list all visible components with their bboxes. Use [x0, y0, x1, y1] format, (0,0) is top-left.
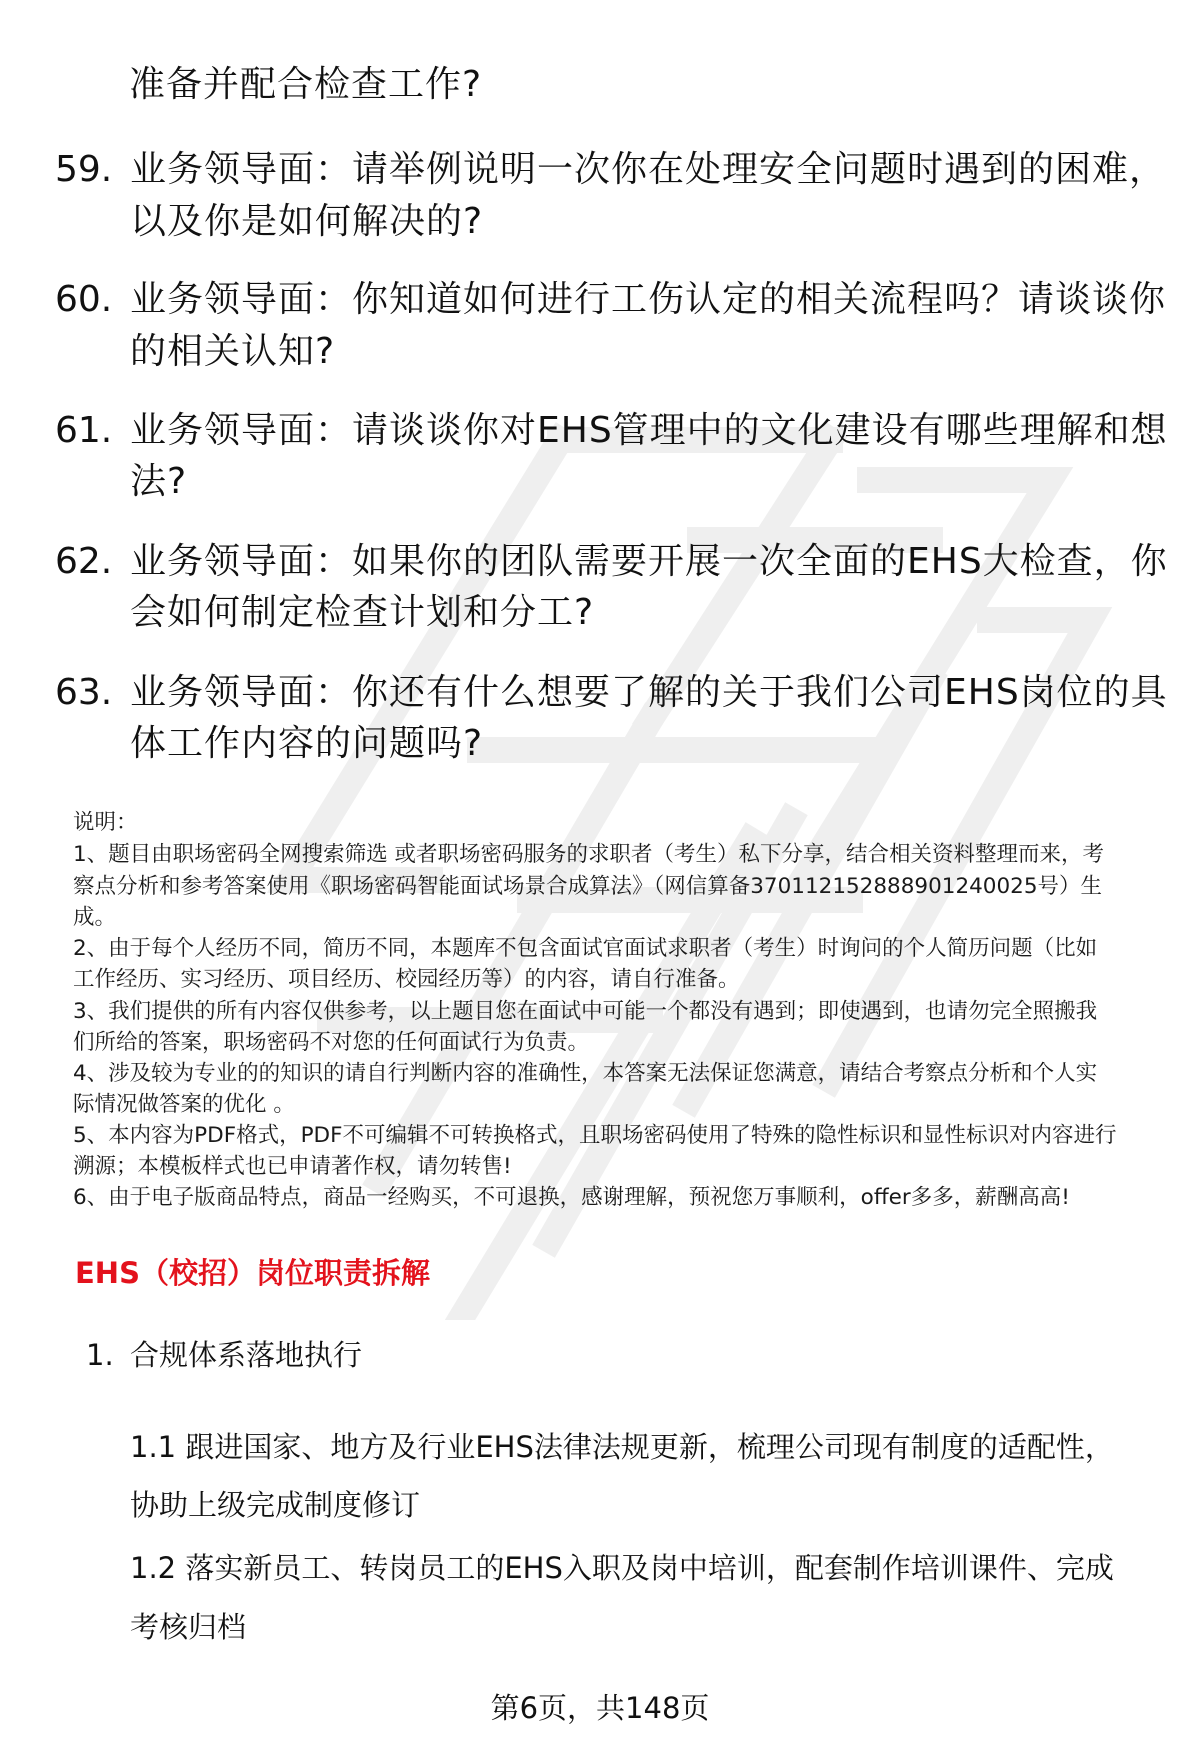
- duty-sub-item-line: 1.1 跟进国家、地方及行业EHS法律法规更新，梳理公司现有制度的适配性，: [130, 1430, 1114, 1464]
- note-line: 成。: [73, 905, 117, 930]
- note-line: 2、由于每个人经历不同，简历不同，本题库不包含面试官面试求职者（考生）时询问的个人简历问题（比如: [73, 936, 1098, 961]
- note-line: 6、由于电子版商品特点，商品一经购买，不可退换，感谢理解，预祝您万事顺利，offer多多，薪酬高高!: [73, 1185, 1070, 1210]
- note-line: 溯源；本模板样式也已申请著作权，请勿转售!: [73, 1154, 512, 1179]
- question-text-line: 业务领导面：你知道如何进行工伤认定的相关流程吗？请谈谈你: [130, 279, 1167, 320]
- question-number: 59.: [55, 149, 113, 190]
- duty-sub-item-line: 1.2 落实新员工、转岗员工的EHS入职及岗中培训，配套制作培训课件、完成: [130, 1551, 1114, 1585]
- question-text-line: 业务领导面：请举例说明一次你在处理安全问题时遇到的困难，: [130, 149, 1167, 190]
- note-line: 察点分析和参考答案使用《职场密码智能面试场景合成算法》（网信算备370112152888901240025号）生: [73, 874, 1103, 899]
- notes-title: 说明：: [73, 810, 138, 835]
- note-line: 际情况做答案的优化 。: [73, 1092, 295, 1117]
- question-number: 60.: [55, 279, 113, 320]
- question-text-line: 业务领导面：如果你的团队需要开展一次全面的EHS大检查，你: [130, 541, 1168, 582]
- duty-title: 合规体系落地执行: [130, 1338, 363, 1372]
- page-indicator: 第6页，共148页: [490, 1691, 710, 1725]
- question-text-line: 以及你是如何解决的?: [130, 201, 484, 242]
- duty-sub-item-line: 考核归档: [130, 1610, 247, 1644]
- duty-sub-item-line: 协助上级完成制度修订: [130, 1488, 421, 1522]
- question-text-line: 法?: [130, 461, 188, 502]
- note-line: 4、涉及较为专业的的知识的请自行判断内容的准确性，本答案无法保证您满意，请结合考察点分析和个人实: [73, 1061, 1098, 1086]
- question-number: 63.: [55, 672, 113, 713]
- duty-number: 1.: [86, 1338, 114, 1372]
- question-text-line: 会如何制定检查计划和分工?: [130, 592, 595, 633]
- note-line: 3、我们提供的所有内容仅供参考，以上题目您在面试中可能一个都没有遇到；即使遇到，也请勿完全照搬我: [73, 999, 1098, 1024]
- section-heading: EHS（校招）岗位职责拆解: [75, 1256, 430, 1290]
- question-continuation: 准备并配合检查工作?: [129, 64, 483, 105]
- question-text-line: 业务领导面：请谈谈你对EHS管理中的文化建设有哪些理解和想: [130, 410, 1168, 451]
- question-text-line: 的相关认知?: [130, 331, 336, 372]
- question-text-line: 体工作内容的问题吗?: [130, 723, 484, 764]
- question-number: 62.: [55, 541, 113, 582]
- note-line: 5、本内容为PDF格式，PDF不可编辑不可转换格式，且职场密码使用了特殊的隐性标识和显性标识对内容进行: [73, 1123, 1117, 1148]
- note-line: 1、题目由职场密码全网搜索筛选 或者职场密码服务的求职者（考生）私下分享，结合相关资料整理而来，考: [73, 842, 1105, 867]
- question-number: 61.: [55, 410, 113, 451]
- note-line: 工作经历、实习经历、项目经历、校园经历等）的内容，请自行准备。: [73, 967, 740, 992]
- note-line: 们所给的答案，职场密码不对您的任何面试行为负责。: [73, 1030, 590, 1055]
- question-text-line: 业务领导面：你还有什么想要了解的关于我们公司EHS岗位的具: [130, 672, 1168, 713]
